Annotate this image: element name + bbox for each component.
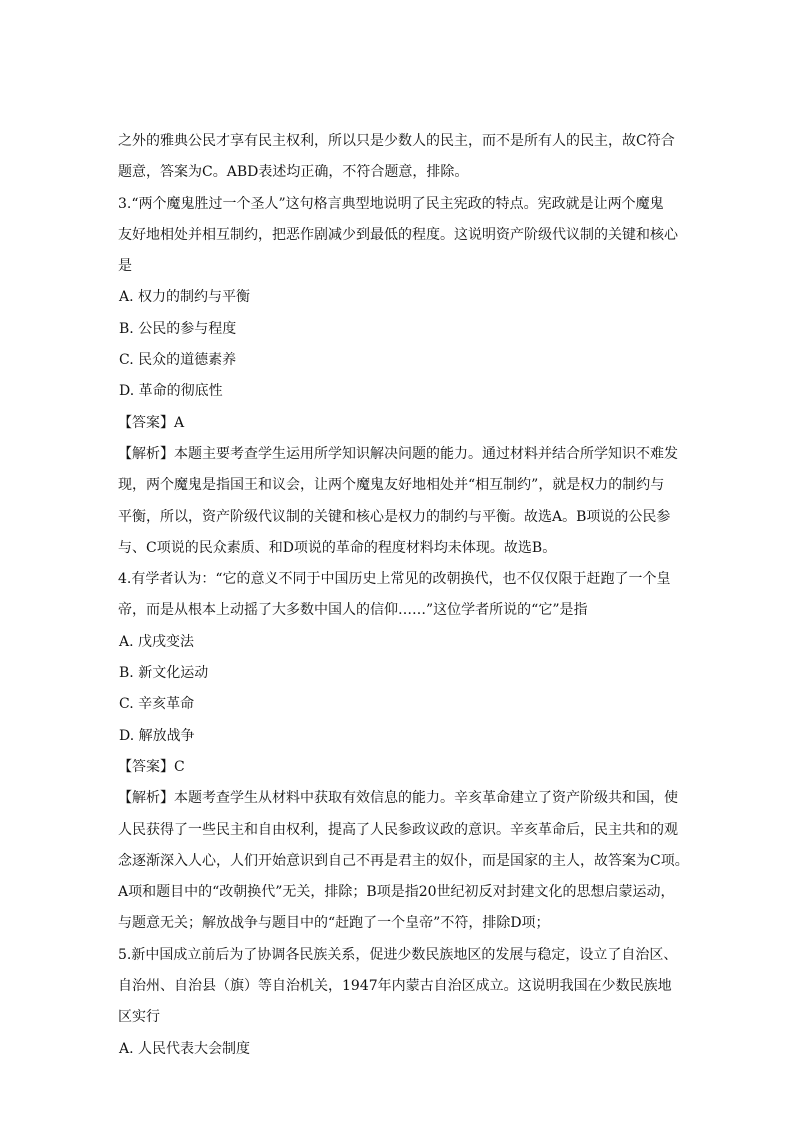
question-line: 3.“两个魔鬼胜过一个圣人”这句格言典型地说明了民主宪政的特点。宪政就是让两个魔鬼 [118,195,664,212]
answer-block [118,408,688,439]
option-line: B. 公民的参与程度 [119,320,237,337]
text-line: 之外的雅典公民才享有民主权利，所以只是少数人的民主，而不是所有人的民主，故C符合 [118,133,675,149]
question-line: 友好地相处并相互制约，把恶作剧减少到最低的程度。这说明资产阶级代议制的关键和核心 [118,226,678,243]
document-page [118,126,688,1065]
analysis-line: 【解析】本题主要考查学生运用所学知识解决问题的能力。通过材料并结合所学知识不难发 [118,445,678,462]
option-block [118,376,688,407]
option-line: D. 革命的彻底性 [119,383,223,400]
option-line: C. 辛亥革命 [119,696,195,713]
answer-line: 【答案】A [118,414,185,431]
question-line: 自治州、自治县（旗）等自治机关，1947年内蒙古自治区成立。这说明我国在少数民族地 [118,978,672,995]
answer-line: 【答案】C [118,758,185,775]
analysis-line: 念逐渐深入人心，人们开始意识到自己不再是君主的奴仆，而是国家的主人，故答案为C项。 [118,852,689,869]
option-line: A. 权力的制约与平衡 [119,289,251,306]
question-block [118,564,688,627]
question-line: 4.有学者认为：“它的意义不同于中国历史上常见的改朝换代，也不仅仅限于赶跑了一个皇 [118,571,671,588]
analysis-block [118,439,688,564]
option-block [118,627,688,658]
answer-block [118,752,688,783]
analysis-line: 【解析】本题考查学生从材料中获取有效信息的能力。辛亥革命建立了资产阶级共和国，使 [118,790,678,807]
question-line: 帝，而是从根本上动摇了大多数中国人的信仰……”这位学者所说的“它”是指 [118,602,588,619]
option-block [118,314,688,345]
option-line: A. 戊戌变法 [119,633,195,650]
option-line: B. 新文化运动 [119,665,209,682]
option-line: A. 人民代表大会制度 [119,1040,251,1057]
analysis-line: A项和题目中的“改朝换代”无关，排除；B项是指20世纪初反对封建文化的思想启蒙运动， [118,884,675,901]
question-block [118,940,688,1034]
analysis-line: 平衡，所以，资产阶级代议制的关键和核心是权力的制约与平衡。故选A。B项说的公民参 [118,508,671,525]
option-line: D. 解放战争 [119,727,195,744]
analysis-block [118,783,688,939]
text-line: 题意，答案为C。ABD表述均正确，不符合题意，排除。 [118,164,469,181]
analysis-line: 人民获得了一些民主和自由权利，提高了人民参政议政的意识。辛亥革命后，民主共和的观 [118,821,678,838]
question-line: 区实行 [118,1009,160,1026]
text-block [118,126,688,189]
option-block [118,689,688,720]
analysis-line: 与、C项说的民众素质、和D项说的革命的程度材料均未体现。故选B。 [118,539,557,556]
question-block [118,189,688,283]
option-block [118,658,688,689]
analysis-line: 现，两个魔鬼是指国王和议会，让两个魔鬼友好地相处并“相互制约”，就是权力的制约与 [118,477,665,494]
analysis-line: 与题意无关；解放战争与题目中的“赶跑了一个皇帝”不符，排除D项； [118,915,550,932]
option-block [118,1034,688,1065]
option-block [118,721,688,752]
question-line: 是 [118,258,132,275]
option-line: C. 民众的道德素养 [119,352,237,369]
option-block [118,282,688,313]
option-block [118,345,688,376]
question-line: 5.新中国成立前后为了协调各民族关系，促进少数民族地区的发展与稳定，设立了自治区、 [118,946,678,963]
